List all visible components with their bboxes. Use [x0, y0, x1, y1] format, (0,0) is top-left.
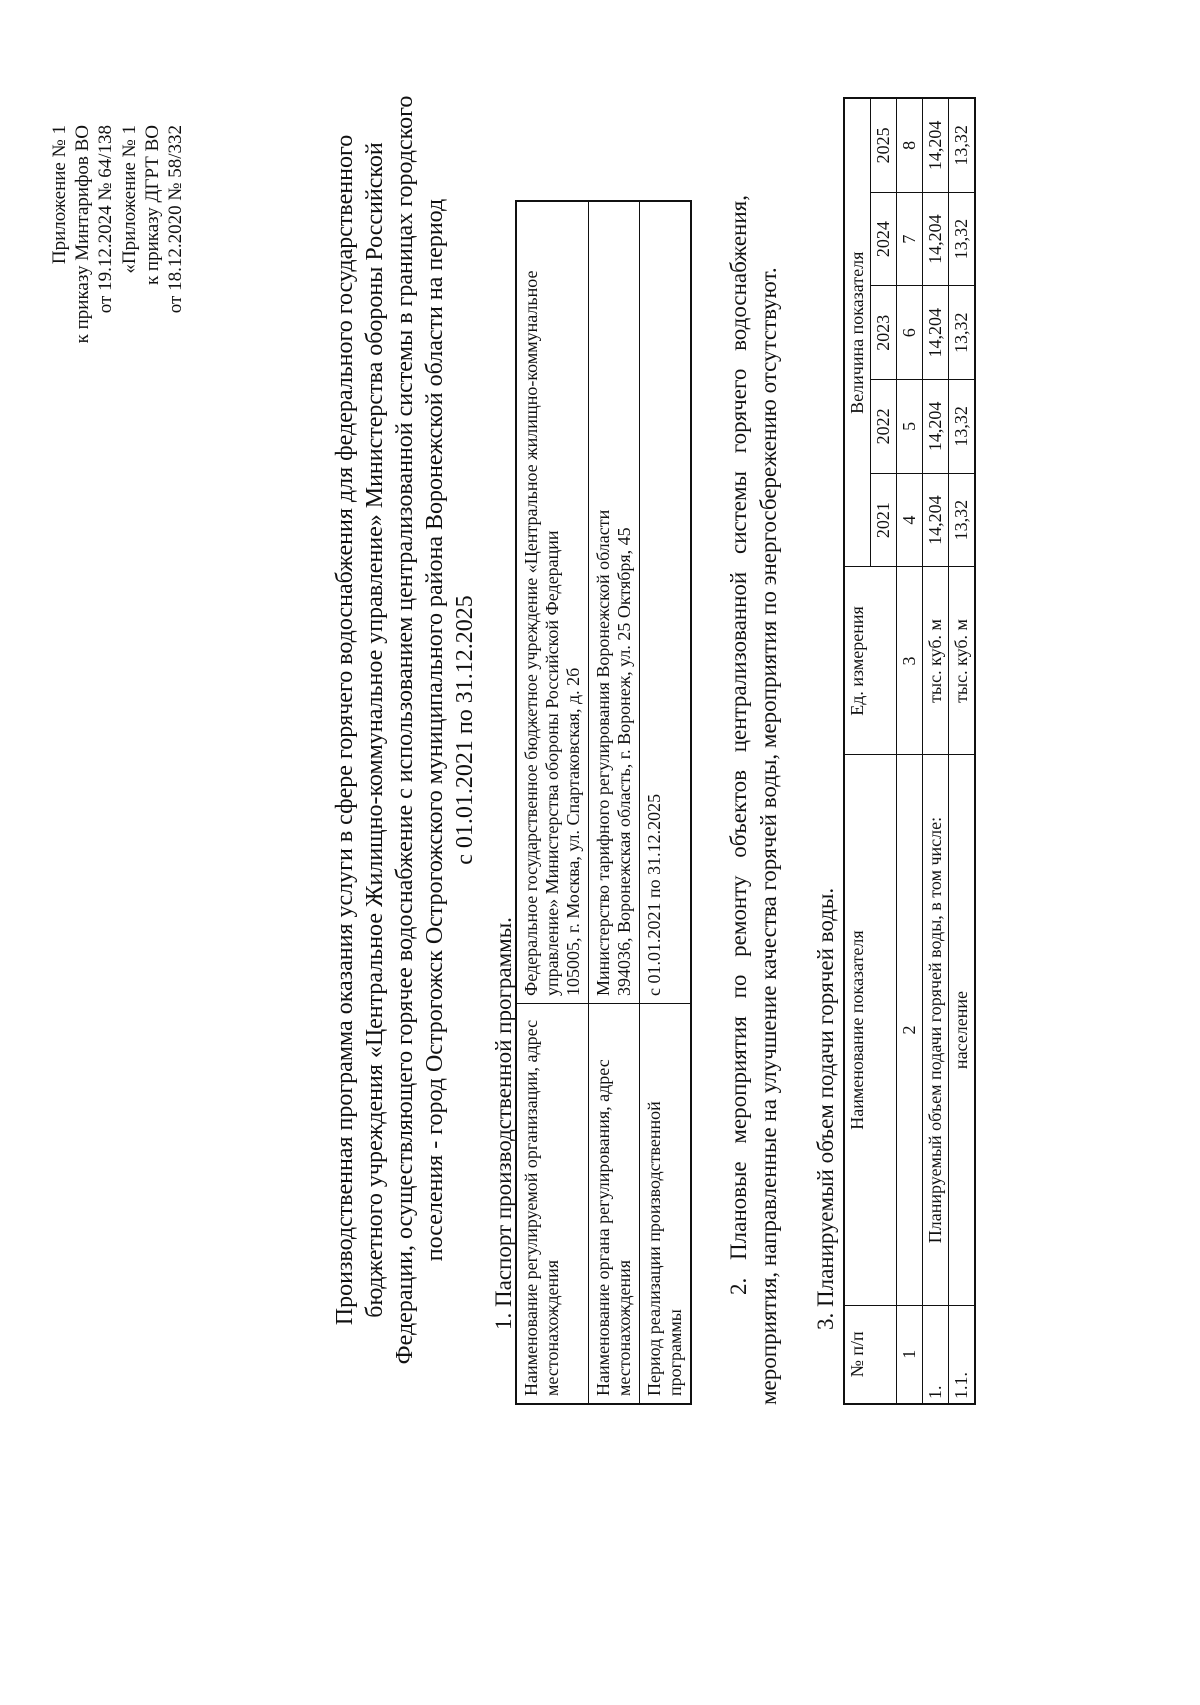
title-line: Производственная программа оказания услуги в сфере горячего водоснабжения для федерального государственного — [332, 134, 358, 1326]
title-line: поселения - город Острогожск Острогожского муниципального района Воронежской области на период — [422, 198, 448, 1262]
column-index: 1 — [897, 1305, 923, 1404]
title-line: с 01.01.2021 по 31.12.2025 — [452, 595, 478, 865]
table-row — [923, 98, 949, 1404]
row-value: 13,32 — [949, 98, 976, 192]
year-header: 2023 — [871, 286, 897, 380]
row-value: 13,32 — [949, 380, 976, 474]
appendix-header — [48, 125, 117, 343]
col-num-header: № п/п — [844, 1305, 897, 1404]
title-line: Федерации, осуществляющего горячее водоснабжение с использованием централизованной системы в границах городского — [392, 95, 418, 1365]
value-line: Федеральное государственное бюджетное учреждение «Центральное жилищно-коммунальное управление» Министерства обороны Российской Федерации — [521, 270, 562, 996]
header-line: от 18.12.2020 № 58/332 — [165, 125, 186, 314]
row-name: население — [949, 755, 976, 1305]
column-index: 5 — [897, 380, 923, 474]
row-value: 13,32 — [949, 473, 976, 567]
header-line: от 19.12.2024 № 64/138 — [95, 125, 116, 314]
header-line: к приказу Минтарифов ВО — [72, 125, 93, 344]
previous-appendix-header — [118, 125, 187, 313]
value-line: с 01.01.2021 по 31.12.2025 — [644, 793, 664, 996]
row-unit: тыс. куб. м — [923, 567, 949, 755]
column-index-row — [897, 98, 923, 1404]
document-title — [330, 95, 480, 1365]
passport-label: Наименование органа регулирования, адрес местонахождения — [589, 1004, 640, 1405]
col-name-header: Наименование показателя — [844, 755, 897, 1305]
col-unit-header: Ед. измерения — [844, 567, 897, 755]
row-value: 14,204 — [923, 286, 949, 380]
row-value: 13,32 — [949, 192, 976, 286]
section-2-text: 2. Плановые мероприятия по ремонту объектов централизованной системы горячего водоснабжения, мероприятия, направленные на улучшение качества горячей воды, мероприятия по энергосбережению отсутствуют. — [726, 195, 781, 1405]
passport-label: Наименование регулируемой организации, адрес местонахождения — [516, 1004, 589, 1405]
value-line: Министерство тарифного регулирования Воронежской области — [593, 509, 613, 996]
row-value: 13,32 — [949, 286, 976, 380]
row-num: 1. — [923, 1305, 949, 1404]
row-num: 1.1. — [949, 1305, 976, 1404]
row-value: 14,204 — [923, 380, 949, 474]
column-index: 3 — [897, 567, 923, 755]
row-value: 14,204 — [923, 192, 949, 286]
table-row — [589, 201, 640, 1404]
column-index: 7 — [897, 192, 923, 286]
value-line: 394036, Воронежская область, г. Воронеж, ул. 25 Октября, 45 — [614, 527, 634, 996]
table-row — [640, 201, 692, 1404]
row-unit: тыс. куб. м — [949, 567, 976, 755]
value-group-header: Величина показателя — [844, 98, 871, 567]
header-line: Приложение № 1 — [49, 125, 70, 265]
year-header: 2021 — [871, 473, 897, 567]
header-line: к приказу ДГРТ ВО — [142, 125, 163, 286]
column-index: 8 — [897, 98, 923, 192]
header-line: «Приложение № 1 — [119, 125, 140, 274]
column-index: 6 — [897, 286, 923, 380]
table-row — [949, 98, 976, 1404]
row-name: Планируемый объем подачи горячей воды, в том числе: — [923, 755, 949, 1305]
row-value: 14,204 — [923, 473, 949, 567]
water-volume-table — [843, 97, 976, 1405]
row-value: 14,204 — [923, 98, 949, 192]
title-line: бюджетного учреждения «Центральное Жилищно-коммунальное управление» Министерства обороны Российской — [362, 142, 388, 1318]
value-line: 105005, г. Москва, ул. Спартаковская, д. 2б — [563, 667, 583, 996]
passport-value — [516, 201, 589, 1004]
table-row — [516, 201, 589, 1404]
year-header: 2022 — [871, 380, 897, 474]
year-header: 2024 — [871, 192, 897, 286]
column-index: 2 — [897, 755, 923, 1305]
passport-table — [515, 200, 692, 1405]
section-1-heading: 1. Паспорт производственной программы. — [491, 917, 516, 1330]
passport-label: Период реализации производственной программы — [640, 1004, 692, 1405]
section-3-heading: 3. Планируемый объем подачи горячей воды. — [813, 887, 838, 1330]
column-index: 4 — [897, 473, 923, 567]
table-header-row — [844, 98, 871, 1404]
year-header: 2025 — [871, 98, 897, 192]
passport-value — [640, 201, 692, 1004]
passport-value — [589, 201, 640, 1004]
